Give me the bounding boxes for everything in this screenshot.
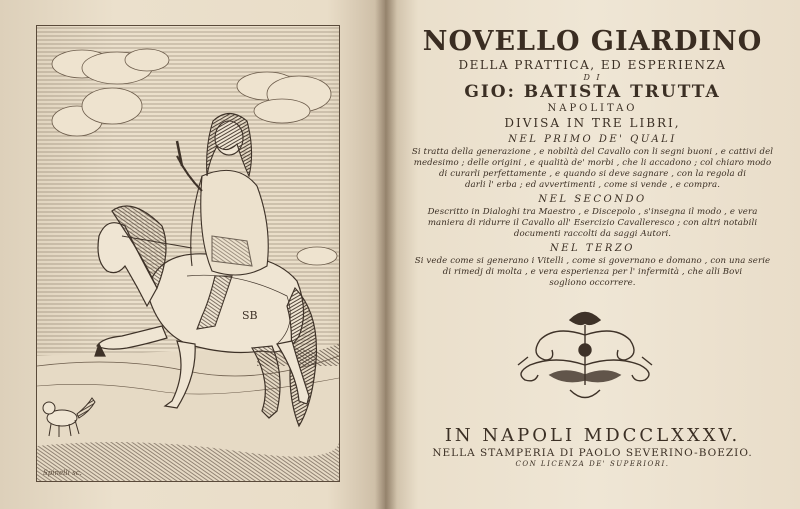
frontispiece-engraving [36, 25, 340, 482]
engraver-signature: Spinelli sc. [43, 469, 82, 477]
third-text-line: Si vede come si generano i Vitelli , come si governano e domano , con una serie [414, 256, 771, 266]
first-text-line: Si tratta della generazione , e nobiltà del Cavallo con li segni buoni , e cattivi del [411, 147, 774, 157]
left-page [0, 0, 385, 509]
imprint-block [400, 425, 785, 469]
book-title: NOVELLO GIARDINO [422, 26, 763, 57]
first-text-line: medesimo ; delle origini , e qualità de' morbi , che li accadono ; col chiaro modo [413, 158, 772, 168]
equestrian-portrait-illustration [37, 26, 339, 481]
printer-name: NELLA STAMPERIA DI PAOLO SEVERINO-BOEZIO. [432, 447, 753, 459]
author-name: GIO: BATISTA TRUTTA [464, 82, 721, 102]
first-text-line: darli l' erba ; ed avvertimenti , come si vende , e compra. [464, 180, 721, 190]
second-text-line: documenti raccolti da saggi Autori. [513, 229, 672, 239]
city-year: IN NAPOLI MDCCLXXXV. [444, 425, 741, 446]
title-block [400, 26, 785, 289]
first-text-line: di curarli perfettamente , e quando si deve sagnare , con la regola di [438, 169, 747, 179]
second-text-line: Descritto in Dialoghi tra Maestro , e Discepolo , s'insegna il modo , e vera [427, 207, 758, 217]
section-heading-first: NEL PRIMO DE' QUALI [508, 134, 677, 145]
author-origin: NAPOLITAO [547, 103, 638, 114]
division-statement: DIVISA IN TRE LIBRI, [504, 116, 681, 130]
license-statement: CON LICENZA DE' SUPERIORI. [515, 460, 670, 468]
book-subtitle: DELLA PRATTICA, ED ESPERIENZA [458, 58, 727, 72]
saddle-monogram: SB [242, 309, 258, 322]
printer-ornament-icon [510, 305, 660, 405]
section-heading-third: NEL TERZO [549, 243, 635, 254]
section-heading-second: NEL SECONDO [538, 194, 647, 205]
by-label: D I [583, 73, 602, 82]
book-gutter [375, 0, 397, 509]
third-text-line: di rimedj di molta , e vera esperienza per l' infermità , che alli Bovi [442, 267, 743, 277]
third-text-line: sogliono occorrere. [549, 278, 636, 288]
second-text-line: maniera di ridurre il Cavallo all' Esercizio Cavalleresco ; con altri notabili [427, 218, 758, 228]
